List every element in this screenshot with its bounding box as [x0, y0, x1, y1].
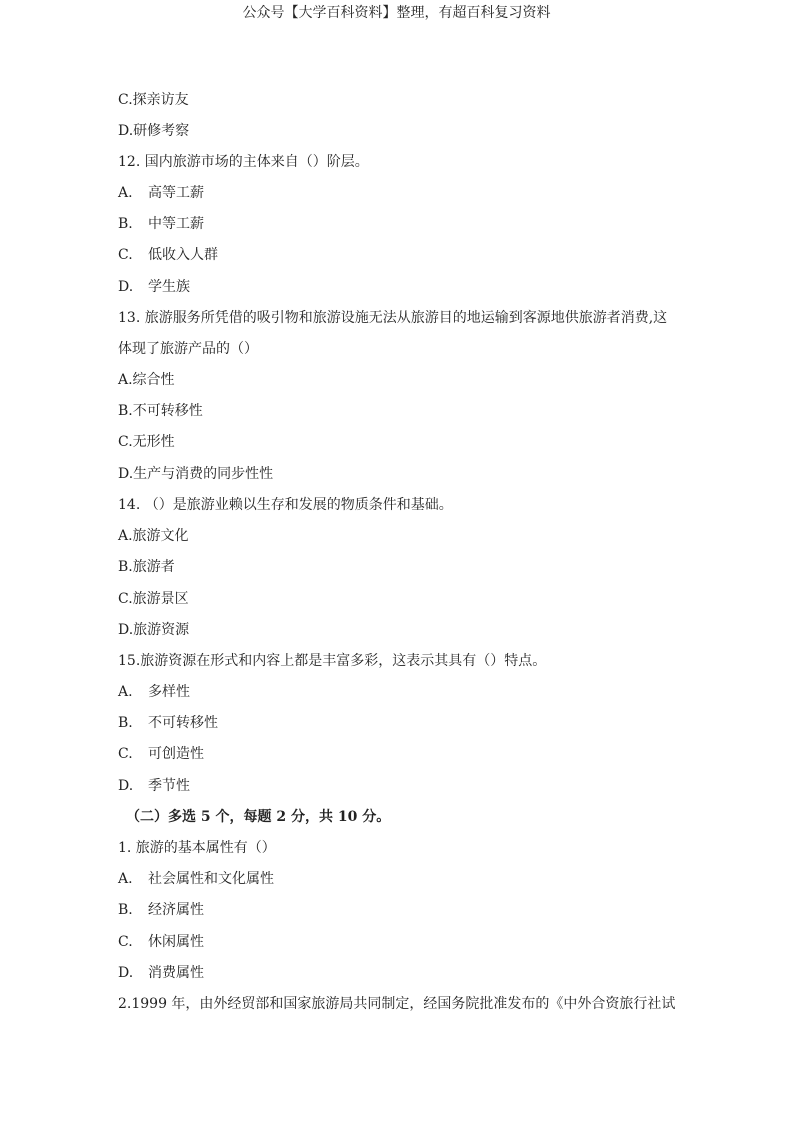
q12-option-a [118, 183, 204, 203]
q15-option-d [118, 776, 190, 796]
page-header: 公众号【大学百科资料】整理，有超百科复习资料 [242, 5, 551, 21]
option-label: D. [118, 965, 134, 981]
option-label: A. [118, 185, 133, 201]
option-d-study-tour: D.研修考察 [118, 123, 190, 139]
option-text: 多样性 [148, 684, 190, 700]
multi-question-2: 2.1999 年，由外经贸部和国家旅游局共同制定，经国务院批准发布的《中外合资旅行社试 [118, 996, 676, 1012]
q14-option-b: B.旅游者 [118, 559, 175, 575]
option-label: A. [118, 684, 133, 700]
option-label: D. [118, 778, 134, 794]
q13-option-c: C.无形性 [118, 434, 175, 450]
q14-option-c: C.旅游景区 [118, 591, 189, 607]
option-text: 社会属性和文化属性 [148, 871, 274, 887]
m1-option-a [118, 869, 274, 889]
q14-option-a: A.旅游文化 [118, 528, 189, 544]
option-label: C. [118, 934, 133, 950]
question-14: 14. （）是旅游业赖以生存和发展的物质条件和基础。 [118, 497, 453, 513]
option-label: B. [118, 216, 133, 232]
section-heading-multiple-choice: （二）多选 5 个，每题 2 分，共 10 分。 [126, 809, 391, 825]
option-label: A. [118, 871, 133, 887]
q15-option-a [118, 682, 190, 702]
q13-option-b: B.不可转移性 [118, 403, 203, 419]
q12-option-d [118, 277, 190, 297]
q12-option-b [118, 214, 204, 234]
option-text: 消费属性 [148, 965, 204, 981]
option-label: B. [118, 715, 133, 731]
option-text: 中等工薪 [148, 216, 204, 232]
multi-question-1: 1. 旅游的基本属性有（） [118, 840, 276, 856]
option-label: C. [118, 247, 133, 263]
q13-option-d: D.生产与消费的同步性性 [118, 466, 274, 482]
option-label: D. [118, 279, 134, 295]
option-label: B. [118, 902, 133, 918]
q12-option-c [118, 245, 218, 265]
q13-option-a: A.综合性 [118, 372, 175, 388]
option-text: 学生族 [148, 279, 190, 295]
question-15: 15.旅游资源在形式和内容上都是丰富多彩，这表示其具有（）特点。 [118, 653, 547, 669]
m1-option-c [118, 932, 204, 952]
q15-option-b [118, 713, 218, 733]
option-text: 经济属性 [148, 902, 204, 918]
option-text: 休闲属性 [148, 934, 204, 950]
m1-option-b [118, 900, 204, 920]
option-label: C. [118, 746, 133, 762]
question-13-line-2: 体现了旅游产品的（） [118, 341, 258, 357]
q14-option-d: D.旅游资源 [118, 622, 190, 638]
q15-option-c [118, 744, 204, 764]
m1-option-d [118, 963, 204, 983]
question-12: 12. 国内旅游市场的主体来自（）阶层。 [118, 154, 369, 170]
option-text: 可创造性 [148, 746, 204, 762]
question-13-line-1: 13. 旅游服务所凭借的吸引物和旅游设施无法从旅游目的地运输到客源地供旅游者消费,这 [118, 310, 668, 326]
option-c-visit-relatives: C.探亲访友 [118, 92, 189, 108]
option-text: 低收入人群 [148, 247, 218, 263]
option-text: 高等工薪 [148, 185, 204, 201]
option-text: 不可转移性 [148, 715, 218, 731]
option-text: 季节性 [148, 778, 190, 794]
